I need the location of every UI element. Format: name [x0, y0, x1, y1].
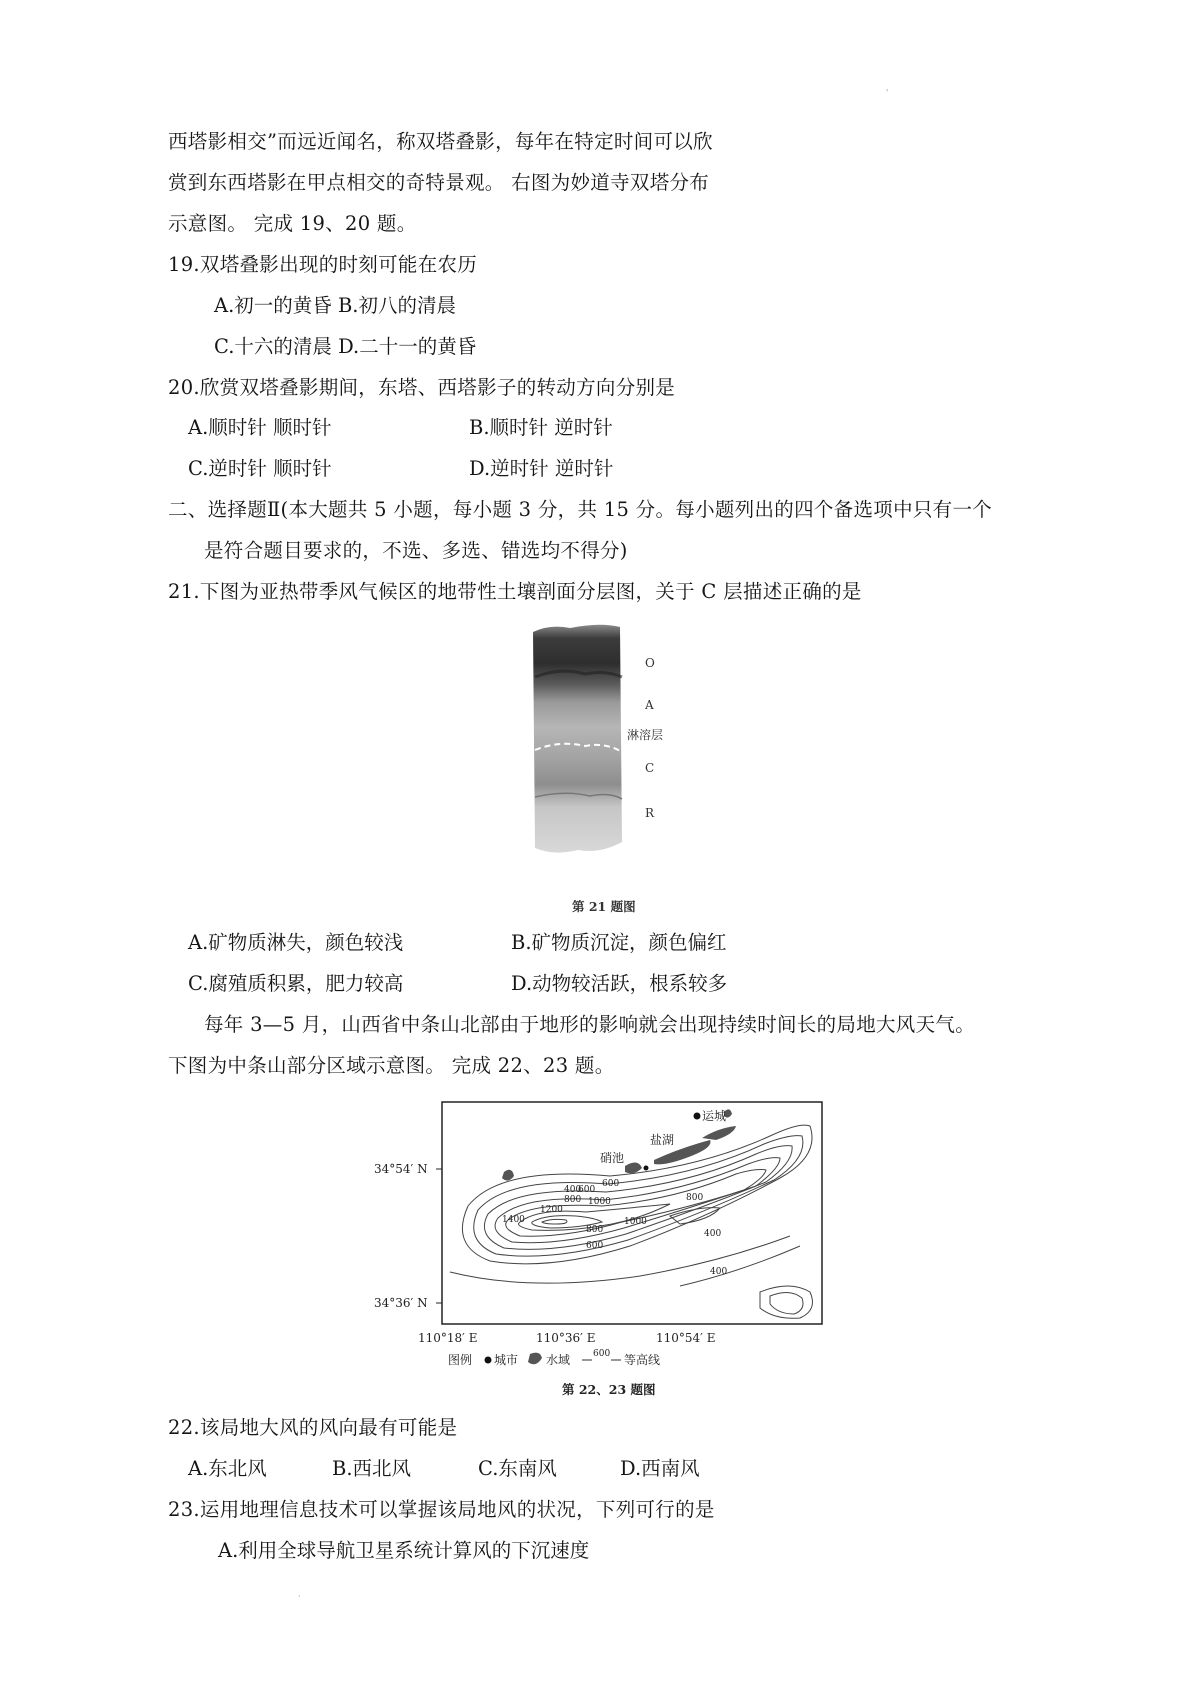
legend-water-icon — [528, 1353, 542, 1365]
q20-option-d: D.逆时针 逆时针 — [469, 457, 614, 480]
q21-option-a: A.矿物质淋失，颜色较浅 — [188, 931, 404, 954]
contour-label-600: 600 — [578, 1185, 596, 1195]
lon-label-2: 110°36′ E — [536, 1331, 596, 1345]
soil-label-a: A — [645, 698, 654, 712]
soil-column — [533, 625, 622, 853]
intro-line-2: 赏到东西塔影在甲点相交的奇特景观。 右图为妙道寺双塔分布 — [168, 171, 710, 194]
q22-stem: 22.该局地大风的风向最有可能是 — [168, 1416, 458, 1439]
q22-option-b: B.西北风 — [332, 1457, 412, 1480]
contour-label-800: 800 — [564, 1195, 582, 1205]
q20-stem: 20.欣赏双塔叠影期间，东塔、西塔影子的转动方向分别是 — [168, 376, 676, 399]
section2-heading-line2: 是符合题目要求的，不选、多选、错选均不得分) — [204, 539, 628, 562]
city-yuncheng-dot — [694, 1113, 701, 1120]
q21-figure-caption: 第 21 题图 — [572, 899, 636, 914]
q19-options-row1: A.初一的黄昏 B.初八的清晨 — [214, 294, 457, 317]
map-caption: 第 22、23 题图 — [562, 1382, 656, 1397]
soil-profile-figure — [530, 622, 680, 892]
q20-option-b: B.顺时针 逆时针 — [469, 416, 613, 439]
q22-option-d: D.西南风 — [620, 1457, 700, 1480]
intro-line-3: 示意图。 完成 19、20 题。 — [168, 212, 417, 235]
soil-label-c: C — [645, 761, 655, 775]
city-dot-2 — [644, 1166, 649, 1171]
lon-label-3: 110°54′ E — [656, 1331, 716, 1345]
contour-label-1000b: 1000 — [624, 1217, 647, 1227]
soil-label-o: O — [645, 656, 655, 670]
contour-label-600c: 600 — [586, 1241, 604, 1251]
q22-option-a: A.东北风 — [188, 1457, 267, 1480]
contour-label-800b: 800 — [586, 1225, 604, 1235]
legend-city: 城市 — [494, 1353, 519, 1367]
passage22-line-2: 下图为中条山部分区域示意图。 完成 22、23 题。 — [168, 1054, 615, 1077]
q23-option-a: A.利用全球导航卫星系统计算风的下沉速度 — [218, 1539, 590, 1562]
contour-label-400: 400 — [564, 1185, 582, 1195]
q20-option-c: C.逆时针 顺时针 — [188, 457, 332, 480]
q21-option-c: C.腐殖质积累，肥力较高 — [188, 972, 404, 995]
contour-label-800c: 800 — [686, 1193, 704, 1203]
q19-stem: 19.双塔叠影出现的时刻可能在农历 — [168, 253, 478, 276]
q23-stem: 23.运用地理信息技术可以掌握该局地风的状况，下列可行的是 — [168, 1498, 715, 1521]
legend-contour: 等高线 — [624, 1353, 661, 1367]
lat-label-bottom: 34°36′ N — [374, 1296, 428, 1310]
passage22-line-1: 每年 3—5 月，山西省中条山北部由于地形的影响就会出现持续时间长的局地大风天气。 — [204, 1013, 976, 1036]
contour-label-1400: 1400 — [502, 1215, 525, 1225]
scan-mark: ' — [886, 88, 889, 97]
legend-contour-sample: 600 — [593, 1349, 611, 1359]
q20-option-a: A.顺时针 顺时针 — [188, 416, 332, 439]
contour-label-1000: 1000 — [588, 1197, 611, 1207]
q21-stem: 21.下图为亚热带季风气候区的地带性土壤剖面分层图，关于 C 层描述正确的是 — [168, 580, 862, 603]
map-legend — [448, 1349, 660, 1367]
q22-option-c: C.东南风 — [478, 1457, 557, 1480]
scan-mark-bottom: · — [298, 1592, 301, 1601]
legend-city-icon — [485, 1357, 492, 1364]
q21-option-b: B.矿物质沉淀，颜色偏红 — [511, 931, 727, 954]
q21-option-d: D.动物较活跃，根系较多 — [511, 972, 728, 995]
lat-label-top: 34°54′ N — [374, 1162, 428, 1176]
lon-label-1: 110°18′ E — [418, 1331, 478, 1345]
place-yanhu: 盐湖 — [650, 1133, 675, 1147]
q19-options-row2: C.十六的清晨 D.二十一的黄昏 — [214, 335, 477, 358]
soil-label-r: R — [645, 806, 655, 820]
section2-heading-line1: 二、选择题Ⅱ(本大题共 5 小题，每小题 3 分，共 15 分。每小题列出的四个备选项中只有一个 — [168, 498, 993, 521]
soil-label-leaching: 淋溶层 — [627, 728, 664, 742]
legend-water: 水域 — [546, 1353, 571, 1367]
intro-line-1: 西塔影相交”而远近闻名，称双塔叠影，每年在特定时间可以欣 — [168, 130, 713, 153]
contour-label-400b: 400 — [704, 1229, 722, 1239]
zhongtiao-map-figure — [374, 1096, 840, 1414]
place-yuncheng: 运城 — [702, 1109, 727, 1123]
legend-prefix: 图例 — [448, 1353, 473, 1367]
map-frame — [442, 1102, 822, 1324]
contour-label-400c: 400 — [710, 1267, 728, 1277]
contour-label-600b: 600 — [602, 1179, 620, 1189]
contour-label-1200: 1200 — [540, 1205, 563, 1215]
place-xiaochi: 硝池 — [600, 1151, 625, 1165]
